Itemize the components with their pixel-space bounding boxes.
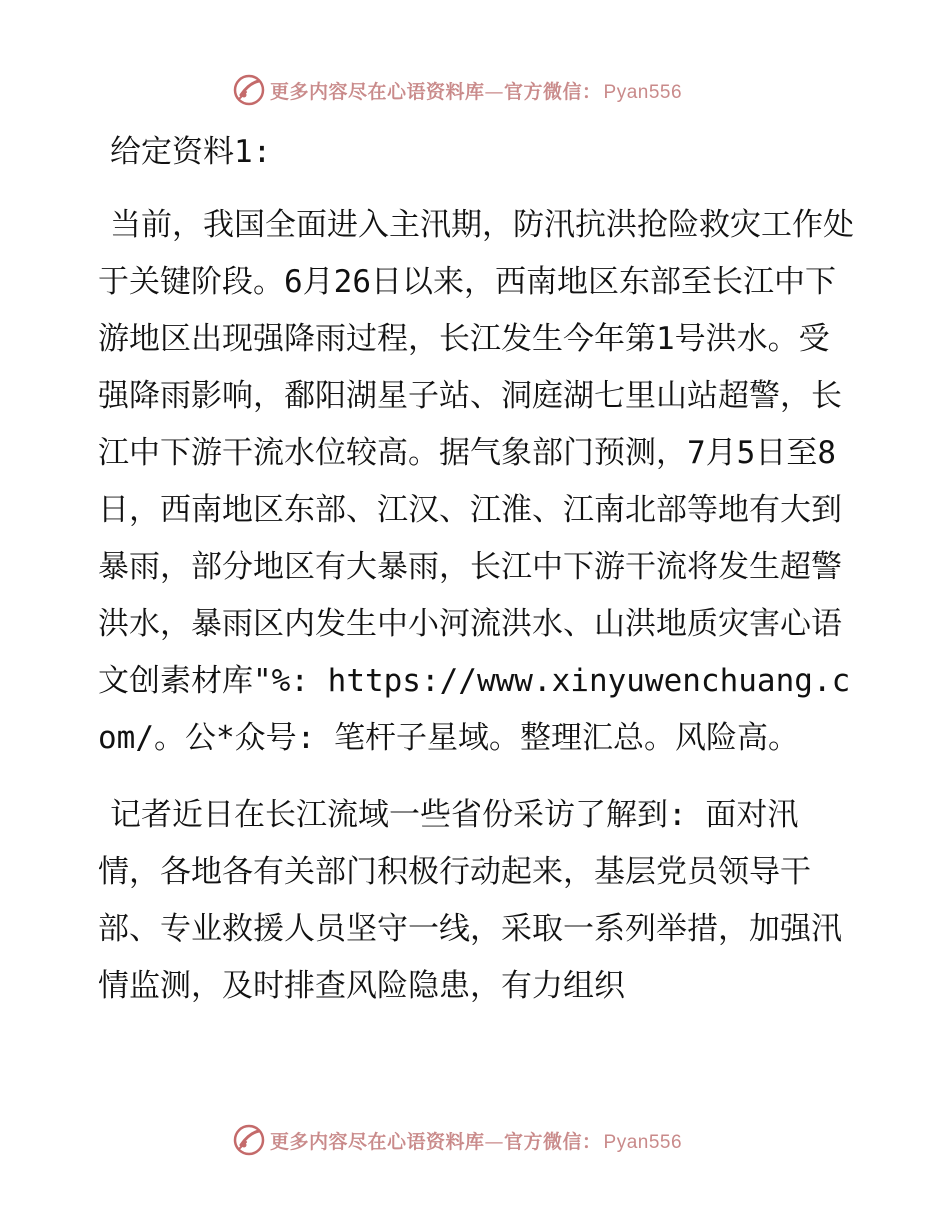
- banner-handle: Pyan556: [603, 1131, 683, 1153]
- paragraph-2: 记者近日在长江流域一些省份采访了解到: 面对汛情，各地各有关部门积极行动起来，基层党员领导干部、专业救援人员坚守一线，采取一系列举措，加强汛情监测，及时排查风险隐患，有力组织: [98, 797, 842, 1004]
- footer-watermark-banner: [232, 1120, 682, 1160]
- book-pen-logo-icon: [232, 1123, 266, 1157]
- banner-separator: —: [484, 1130, 505, 1153]
- material-heading: 给定资料1:: [110, 134, 272, 170]
- paragraph-1: 当前，我国全面进入主汛期，防汛抗洪抢险救灾工作处于关键阶段。6月26日以来，西南地区东部至长江中下游地区出现强降雨过程，长江发生今年第1号洪水。受强降雨影响，鄱阳湖星子站、洞庭湖七里山站超警，长江中下游干流水位较高。据气象部门预测，7月5日至8日，西南地区东部、江汉、江淮、江南北部等地有大到暴雨，部分地区有大暴雨，长江中下游干流将发生超警洪水，暴雨区内发生中小河流洪水、山洪地质灾害心语文创素材库"%: https://www.xinyuwenchuang.com/。公*众号: 笔杆子星域。整理汇总。风险高。: [98, 207, 854, 756]
- banner-handle: Pyan556: [603, 81, 683, 103]
- banner-contact-text: 官方微信：: [504, 80, 602, 103]
- book-pen-logo-icon: [232, 73, 266, 107]
- document-body: [98, 124, 858, 1035]
- banner-site-text: 更多内容尽在心语资料库: [270, 80, 485, 103]
- header-watermark-banner: [232, 70, 682, 110]
- banner-contact-text: 官方微信：: [504, 1130, 602, 1153]
- banner-site-text: 更多内容尽在心语资料库: [270, 1130, 485, 1153]
- banner-separator: —: [484, 80, 505, 103]
